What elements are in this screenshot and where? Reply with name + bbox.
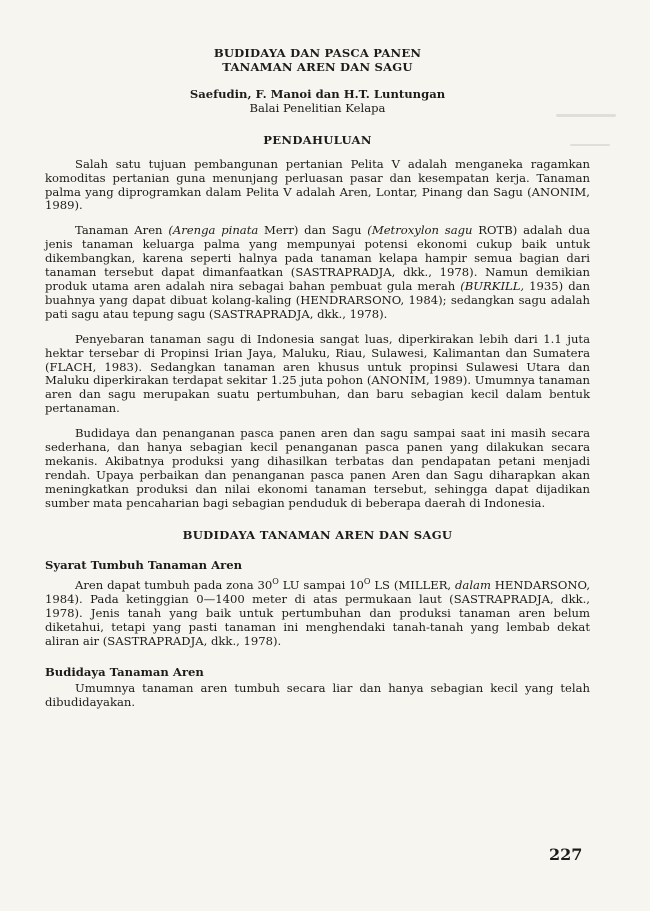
authors: Saefudin, F. Manoi dan H.T. Luntungan	[189, 87, 446, 101]
p2-citation-burkill: (BURKILL,	[460, 278, 525, 293]
p2-species-sagu: (Metroxylon sagu	[367, 223, 473, 238]
p2-text-e: ROTB) adalah dua jenis tanaman keluarga palma yang mempunyai potensi ekonomi cukup baik untuk dikembangkan, karena seperti halnya pada tanaman kelapa hampir semua bagian dari tanaman tersebut dapat dimanfaatkan (SASTRAPRADJA, dkk., 1978). Namun demikian produk utama aren adalah nira sebagai bahan pembuat gula merah	[45, 223, 591, 293]
degree-sup-1: O	[272, 577, 279, 587]
p2-text-a: Tanaman Aren	[75, 223, 169, 238]
paragraph-intro-4: Budidaya dan penanganan pasca panen aren dan sagu sampai saat ini masih secara sederhana, dan hanya sebagian kecil penanganan pasca panen yang dilakukan secara mekanis. Akibatnya produksi yang dihasilkan terbatas dan pendapatan petani menjadi rendah. Upaya perbaikan dan penanganan pasca panen Aren dan Sagu diharapkan akan meningkatkan produksi dan nilai ekonomi tanaman tersebut, sehingga dapat dijadikan sumber mata pencaharian bagi sebagian penduduk di beberapa daerah di Indonesia.	[45, 426, 590, 510]
paper-title	[45, 46, 590, 74]
scan-mark	[556, 114, 616, 117]
syarat-text-c: LS (MILLER,	[370, 578, 455, 593]
p2-text-c: Merr) dan Sagu	[258, 223, 368, 238]
paragraph-intro-1: Salah satu tujuan pembangunan pertanian Pelita V adalah menganeka ragamkan komoditas pertanian guna menunjang perluasan pasar dan kesempatan kerja. Tanaman palma yang diprogramkan dalam Pelita V adalah Aren, Lontar, Pinang dan Sagu (ANONIM, 1989).	[45, 156, 590, 213]
syarat-dalam: dalam	[454, 578, 491, 593]
page-content	[45, 46, 590, 720]
section-heading-pendahuluan: PENDAHULUAN	[263, 132, 372, 147]
paragraph-syarat-tumbuh	[45, 575, 590, 648]
page-number: 227	[549, 845, 583, 864]
title-line-1: BUDIDAYA DAN PASCA PANEN	[213, 46, 422, 60]
p2-text-g: 1935) dan buahnya yang dapat dibuat kolang-kaling (HENDRARSONO, 1984); sedangkan sagu adalah pati sagu atau tepung sagu (SASTRAPRADJA, dkk., 1978).	[45, 278, 590, 321]
subheading-budidaya-aren: Budidaya Tanaman Aren	[45, 664, 204, 679]
paragraph-intro-3: Penyebaran tanaman sagu di Indonesia sangat luas, diperkirakan lebih dari 1.1 juta hektar tersebar di Propinsi Irian Jaya, Maluku, Riau, Sulawesi, Kalimantan dan Sumatera (FLACH, 1983). Sedangkan tanaman aren khusus untuk propinsi Sulawesi Utara dan Maluku diperkirakan terdapat sekitar 1.25 juta pohon (ANONIM, 1989). Umumnya tanaman aren dan sagu merupakan suatu pertumbuhan, dan baru sebagian kecil dalam bentuk pertanaman.	[45, 331, 590, 416]
degree-sup-2: O	[363, 577, 371, 587]
title-line-2: TANAMAN AREN DAN SAGU	[222, 60, 413, 74]
subheading-syarat-tumbuh: Syarat Tumbuh Tanaman Aren	[45, 558, 243, 573]
affiliation: Balai Penelitian Kelapa	[249, 100, 386, 115]
syarat-text-e: HENDARSONO, 1984). Pada ketinggian 0—1400 meter di atas permukaan laut (SASTRAPRADJA, dkk., 1978). Jenis tanah yang baik untuk pertumbuhan dan produksi tanaman aren belum diketahui, tetapi yang pasti tanaman ini menghendaki tanah-tanah yang lembab dekat aliran air (SASTRAPRADJA, dkk., 1978).	[45, 578, 591, 648]
paragraph-intro-2	[45, 224, 590, 321]
p2-species-aren: (Arenga pinata	[168, 223, 259, 238]
scan-mark	[570, 144, 610, 146]
paragraph-budidaya-aren: Umumnya tanaman aren tumbuh secara liar dan hanya sebagian kecil yang telah dibudidayakan.	[45, 680, 590, 709]
section-heading-budidaya: BUDIDAYA TANAMAN AREN DAN SAGU	[182, 527, 453, 542]
syarat-text-b: LU sampai 10	[278, 578, 364, 593]
syarat-text-a: Aren dapat tumbuh pada zona 30	[75, 578, 273, 593]
